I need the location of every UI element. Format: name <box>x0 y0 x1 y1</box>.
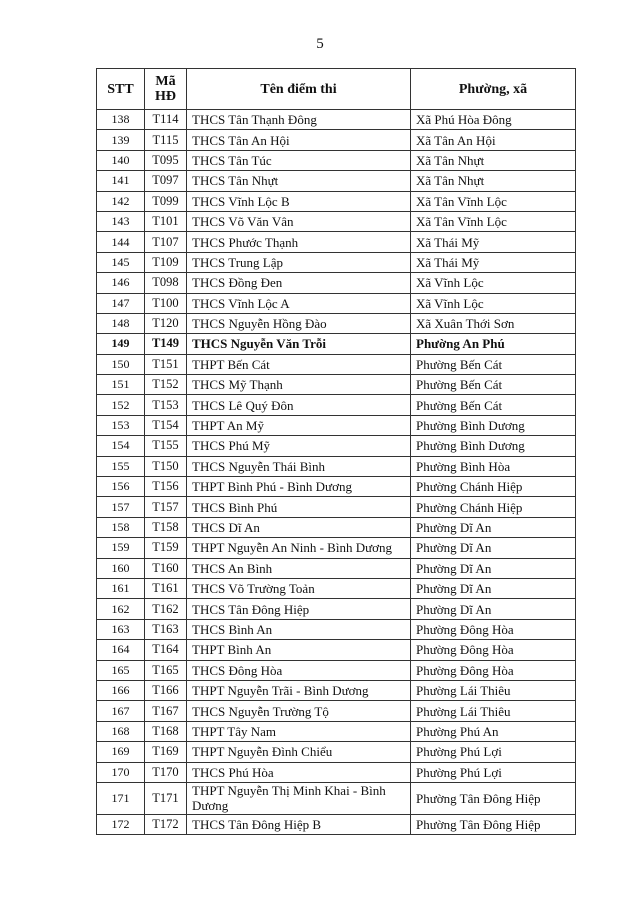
cell-ten-diem-thi: THCS Nguyễn Trường Tộ <box>187 701 411 721</box>
cell-phuong-xa: Phường Dĩ An <box>411 517 576 537</box>
cell-stt: 170 <box>97 762 145 782</box>
cell-ma-hd: T097 <box>145 171 187 191</box>
cell-stt: 144 <box>97 232 145 252</box>
cell-ten-diem-thi: THCS Bình Phú <box>187 497 411 517</box>
page-number: 5 <box>316 36 324 52</box>
table-row <box>97 742 576 762</box>
cell-ten-diem-thi: THCS Nguyễn Văn Trỗi <box>187 334 411 354</box>
cell-stt: 154 <box>97 436 145 456</box>
table-row <box>97 814 576 834</box>
cell-ma-hd: T115 <box>145 130 187 150</box>
cell-ten-diem-thi: THPT Nguyễn Thị Minh Khai - Bình Dương <box>187 782 411 814</box>
cell-phuong-xa: Xã Tân Vĩnh Lộc <box>411 191 576 211</box>
cell-ten-diem-thi: THPT Nguyễn Đình Chiểu <box>187 742 411 762</box>
table-row <box>97 660 576 680</box>
cell-ten-diem-thi: THCS Tân Túc <box>187 150 411 170</box>
cell-phuong-xa: Xã Xuân Thới Sơn <box>411 313 576 333</box>
cell-ten-diem-thi: THPT Tây Nam <box>187 721 411 741</box>
cell-stt: 152 <box>97 395 145 415</box>
cell-stt: 139 <box>97 130 145 150</box>
cell-stt: 153 <box>97 415 145 435</box>
cell-ma-hd: T095 <box>145 150 187 170</box>
header-stt: STT <box>97 69 145 110</box>
cell-stt: 172 <box>97 814 145 834</box>
cell-phuong-xa: Xã Thái Mỹ <box>411 252 576 272</box>
cell-ma-hd: T170 <box>145 762 187 782</box>
cell-phuong-xa: Xã Vĩnh Lộc <box>411 273 576 293</box>
cell-phuong-xa: Phường Bến Cát <box>411 375 576 395</box>
cell-stt: 138 <box>97 110 145 130</box>
cell-stt: 159 <box>97 538 145 558</box>
cell-phuong-xa: Phường Tân Đông Hiệp <box>411 814 576 834</box>
table-row <box>97 538 576 558</box>
cell-stt: 149 <box>97 334 145 354</box>
cell-ten-diem-thi: THCS Võ Trường Toản <box>187 578 411 598</box>
cell-ten-diem-thi: THPT Bình Phú - Bình Dương <box>187 477 411 497</box>
cell-ten-diem-thi: THCS Phú Hòa <box>187 762 411 782</box>
cell-ma-hd: T164 <box>145 640 187 660</box>
cell-stt: 167 <box>97 701 145 721</box>
cell-ten-diem-thi: THCS Nguyễn Thái Bình <box>187 456 411 476</box>
cell-ten-diem-thi: THCS Phước Thạnh <box>187 232 411 252</box>
table-row <box>97 252 576 272</box>
cell-ten-diem-thi: THCS Vĩnh Lộc A <box>187 293 411 313</box>
cell-phuong-xa: Phường Dĩ An <box>411 538 576 558</box>
cell-ma-hd: T172 <box>145 814 187 834</box>
table-row <box>97 721 576 741</box>
table-row <box>97 619 576 639</box>
cell-phuong-xa: Phường Bình Dương <box>411 436 576 456</box>
cell-ma-hd: T099 <box>145 191 187 211</box>
table-row <box>97 517 576 537</box>
table-row <box>97 599 576 619</box>
table-row <box>97 415 576 435</box>
cell-phuong-xa: Phường Chánh Hiệp <box>411 497 576 517</box>
cell-phuong-xa: Phường Bình Dương <box>411 415 576 435</box>
table-row <box>97 375 576 395</box>
cell-ten-diem-thi: THCS Tân Nhựt <box>187 171 411 191</box>
cell-ten-diem-thi: THCS Phú Mỹ <box>187 436 411 456</box>
cell-stt: 160 <box>97 558 145 578</box>
table-row <box>97 171 576 191</box>
cell-stt: 146 <box>97 273 145 293</box>
cell-ma-hd: T159 <box>145 538 187 558</box>
table-body <box>97 110 576 835</box>
cell-ma-hd: T169 <box>145 742 187 762</box>
cell-ten-diem-thi: THPT An Mỹ <box>187 415 411 435</box>
cell-stt: 150 <box>97 354 145 374</box>
cell-phuong-xa: Phường Đông Hòa <box>411 640 576 660</box>
cell-phuong-xa: Xã Vĩnh Lộc <box>411 293 576 313</box>
cell-stt: 164 <box>97 640 145 660</box>
table-row <box>97 232 576 252</box>
cell-phuong-xa: Phường An Phú <box>411 334 576 354</box>
table-row <box>97 701 576 721</box>
cell-ten-diem-thi: THCS Bình An <box>187 619 411 639</box>
cell-ma-hd: T114 <box>145 110 187 130</box>
cell-phuong-xa: Xã Tân An Hội <box>411 130 576 150</box>
cell-ten-diem-thi: THPT Bình An <box>187 640 411 660</box>
cell-phuong-xa: Phường Phú Lợi <box>411 762 576 782</box>
cell-stt: 169 <box>97 742 145 762</box>
cell-ma-hd: T150 <box>145 456 187 476</box>
cell-stt: 158 <box>97 517 145 537</box>
cell-ma-hd: T160 <box>145 558 187 578</box>
cell-stt: 156 <box>97 477 145 497</box>
cell-stt: 142 <box>97 191 145 211</box>
cell-ma-hd: T158 <box>145 517 187 537</box>
cell-stt: 143 <box>97 211 145 231</box>
cell-stt: 162 <box>97 599 145 619</box>
cell-ma-hd: T153 <box>145 395 187 415</box>
cell-ma-hd: T154 <box>145 415 187 435</box>
cell-phuong-xa: Xã Phú Hòa Đông <box>411 110 576 130</box>
table-row <box>97 395 576 415</box>
cell-ma-hd: T167 <box>145 701 187 721</box>
cell-stt: 155 <box>97 456 145 476</box>
table-row <box>97 578 576 598</box>
cell-phuong-xa: Phường Bình Hòa <box>411 456 576 476</box>
cell-ma-hd: T161 <box>145 578 187 598</box>
table-row <box>97 110 576 130</box>
cell-ma-hd: T166 <box>145 680 187 700</box>
table-row <box>97 477 576 497</box>
table-row <box>97 782 576 814</box>
cell-stt: 157 <box>97 497 145 517</box>
table-row <box>97 130 576 150</box>
table-row <box>97 191 576 211</box>
cell-ma-hd: T109 <box>145 252 187 272</box>
cell-ten-diem-thi: THCS Đồng Đen <box>187 273 411 293</box>
cell-stt: 147 <box>97 293 145 313</box>
cell-stt: 168 <box>97 721 145 741</box>
table-row <box>97 293 576 313</box>
cell-phuong-xa: Phường Lái Thiêu <box>411 701 576 721</box>
cell-ma-hd: T168 <box>145 721 187 741</box>
table-row <box>97 497 576 517</box>
table-row <box>97 762 576 782</box>
table-row <box>97 211 576 231</box>
cell-ten-diem-thi: THCS Lê Quý Đôn <box>187 395 411 415</box>
table-row <box>97 313 576 333</box>
exam-site-table <box>96 68 576 835</box>
table-row <box>97 273 576 293</box>
cell-stt: 165 <box>97 660 145 680</box>
table-row <box>97 456 576 476</box>
cell-stt: 163 <box>97 619 145 639</box>
cell-ten-diem-thi: THCS Võ Văn Vân <box>187 211 411 231</box>
cell-phuong-xa: Phường Phú An <box>411 721 576 741</box>
cell-stt: 148 <box>97 313 145 333</box>
cell-ten-diem-thi: THCS Tân Thạnh Đông <box>187 110 411 130</box>
cell-stt: 171 <box>97 782 145 814</box>
cell-ma-hd: T100 <box>145 293 187 313</box>
cell-ten-diem-thi: THPT Nguyễn Trãi - Bình Dương <box>187 680 411 700</box>
cell-phuong-xa: Phường Đông Hòa <box>411 619 576 639</box>
cell-phuong-xa: Phường Dĩ An <box>411 558 576 578</box>
table-row <box>97 680 576 700</box>
cell-phuong-xa: Phường Dĩ An <box>411 599 576 619</box>
cell-phuong-xa: Xã Thái Mỹ <box>411 232 576 252</box>
table-row <box>97 150 576 170</box>
cell-phuong-xa: Xã Tân Nhựt <box>411 171 576 191</box>
cell-ma-hd: T171 <box>145 782 187 814</box>
cell-ma-hd: T152 <box>145 375 187 395</box>
cell-phuong-xa: Xã Tân Nhựt <box>411 150 576 170</box>
cell-ma-hd: T149 <box>145 334 187 354</box>
cell-ten-diem-thi: THCS Mỹ Thạnh <box>187 375 411 395</box>
table-row <box>97 334 576 354</box>
cell-ten-diem-thi: THCS An Bình <box>187 558 411 578</box>
header-ten-diem-thi: Tên điểm thi <box>187 69 411 110</box>
header-ma-hd: Mã HĐ <box>145 69 187 110</box>
table-row <box>97 558 576 578</box>
cell-phuong-xa: Phường Đông Hòa <box>411 660 576 680</box>
cell-ma-hd: T163 <box>145 619 187 639</box>
header-phuong-xa: Phường, xã <box>411 69 576 110</box>
cell-ma-hd: T162 <box>145 599 187 619</box>
cell-stt: 161 <box>97 578 145 598</box>
cell-ten-diem-thi: THCS Nguyễn Hồng Đào <box>187 313 411 333</box>
cell-ma-hd: T098 <box>145 273 187 293</box>
cell-ten-diem-thi: THCS Dĩ An <box>187 517 411 537</box>
cell-ten-diem-thi: THCS Tân Đông Hiệp B <box>187 814 411 834</box>
cell-stt: 141 <box>97 171 145 191</box>
cell-phuong-xa: Xã Tân Vĩnh Lộc <box>411 211 576 231</box>
cell-ma-hd: T156 <box>145 477 187 497</box>
cell-ten-diem-thi: THCS Tân An Hội <box>187 130 411 150</box>
cell-ten-diem-thi: THPT Bến Cát <box>187 354 411 374</box>
table-row <box>97 640 576 660</box>
cell-phuong-xa: Phường Dĩ An <box>411 578 576 598</box>
cell-phuong-xa: Phường Tân Đông Hiệp <box>411 782 576 814</box>
cell-ten-diem-thi: THCS Vĩnh Lộc B <box>187 191 411 211</box>
cell-ma-hd: T165 <box>145 660 187 680</box>
cell-ten-diem-thi: THCS Tân Đông Hiệp <box>187 599 411 619</box>
cell-stt: 151 <box>97 375 145 395</box>
cell-ten-diem-thi: THCS Trung Lập <box>187 252 411 272</box>
cell-phuong-xa: Phường Bến Cát <box>411 354 576 374</box>
cell-ma-hd: T120 <box>145 313 187 333</box>
cell-stt: 140 <box>97 150 145 170</box>
cell-ma-hd: T155 <box>145 436 187 456</box>
table-row <box>97 354 576 374</box>
cell-ma-hd: T157 <box>145 497 187 517</box>
cell-phuong-xa: Phường Chánh Hiệp <box>411 477 576 497</box>
table-row <box>97 436 576 456</box>
cell-phuong-xa: Phường Bến Cát <box>411 395 576 415</box>
cell-ma-hd: T151 <box>145 354 187 374</box>
cell-ma-hd: T107 <box>145 232 187 252</box>
cell-ten-diem-thi: THPT Nguyễn An Ninh - Bình Dương <box>187 538 411 558</box>
cell-phuong-xa: Phường Lái Thiêu <box>411 680 576 700</box>
cell-ten-diem-thi: THCS Đông Hòa <box>187 660 411 680</box>
table-header-row <box>97 69 576 110</box>
cell-stt: 145 <box>97 252 145 272</box>
cell-phuong-xa: Phường Phú Lợi <box>411 742 576 762</box>
cell-ma-hd: T101 <box>145 211 187 231</box>
cell-stt: 166 <box>97 680 145 700</box>
